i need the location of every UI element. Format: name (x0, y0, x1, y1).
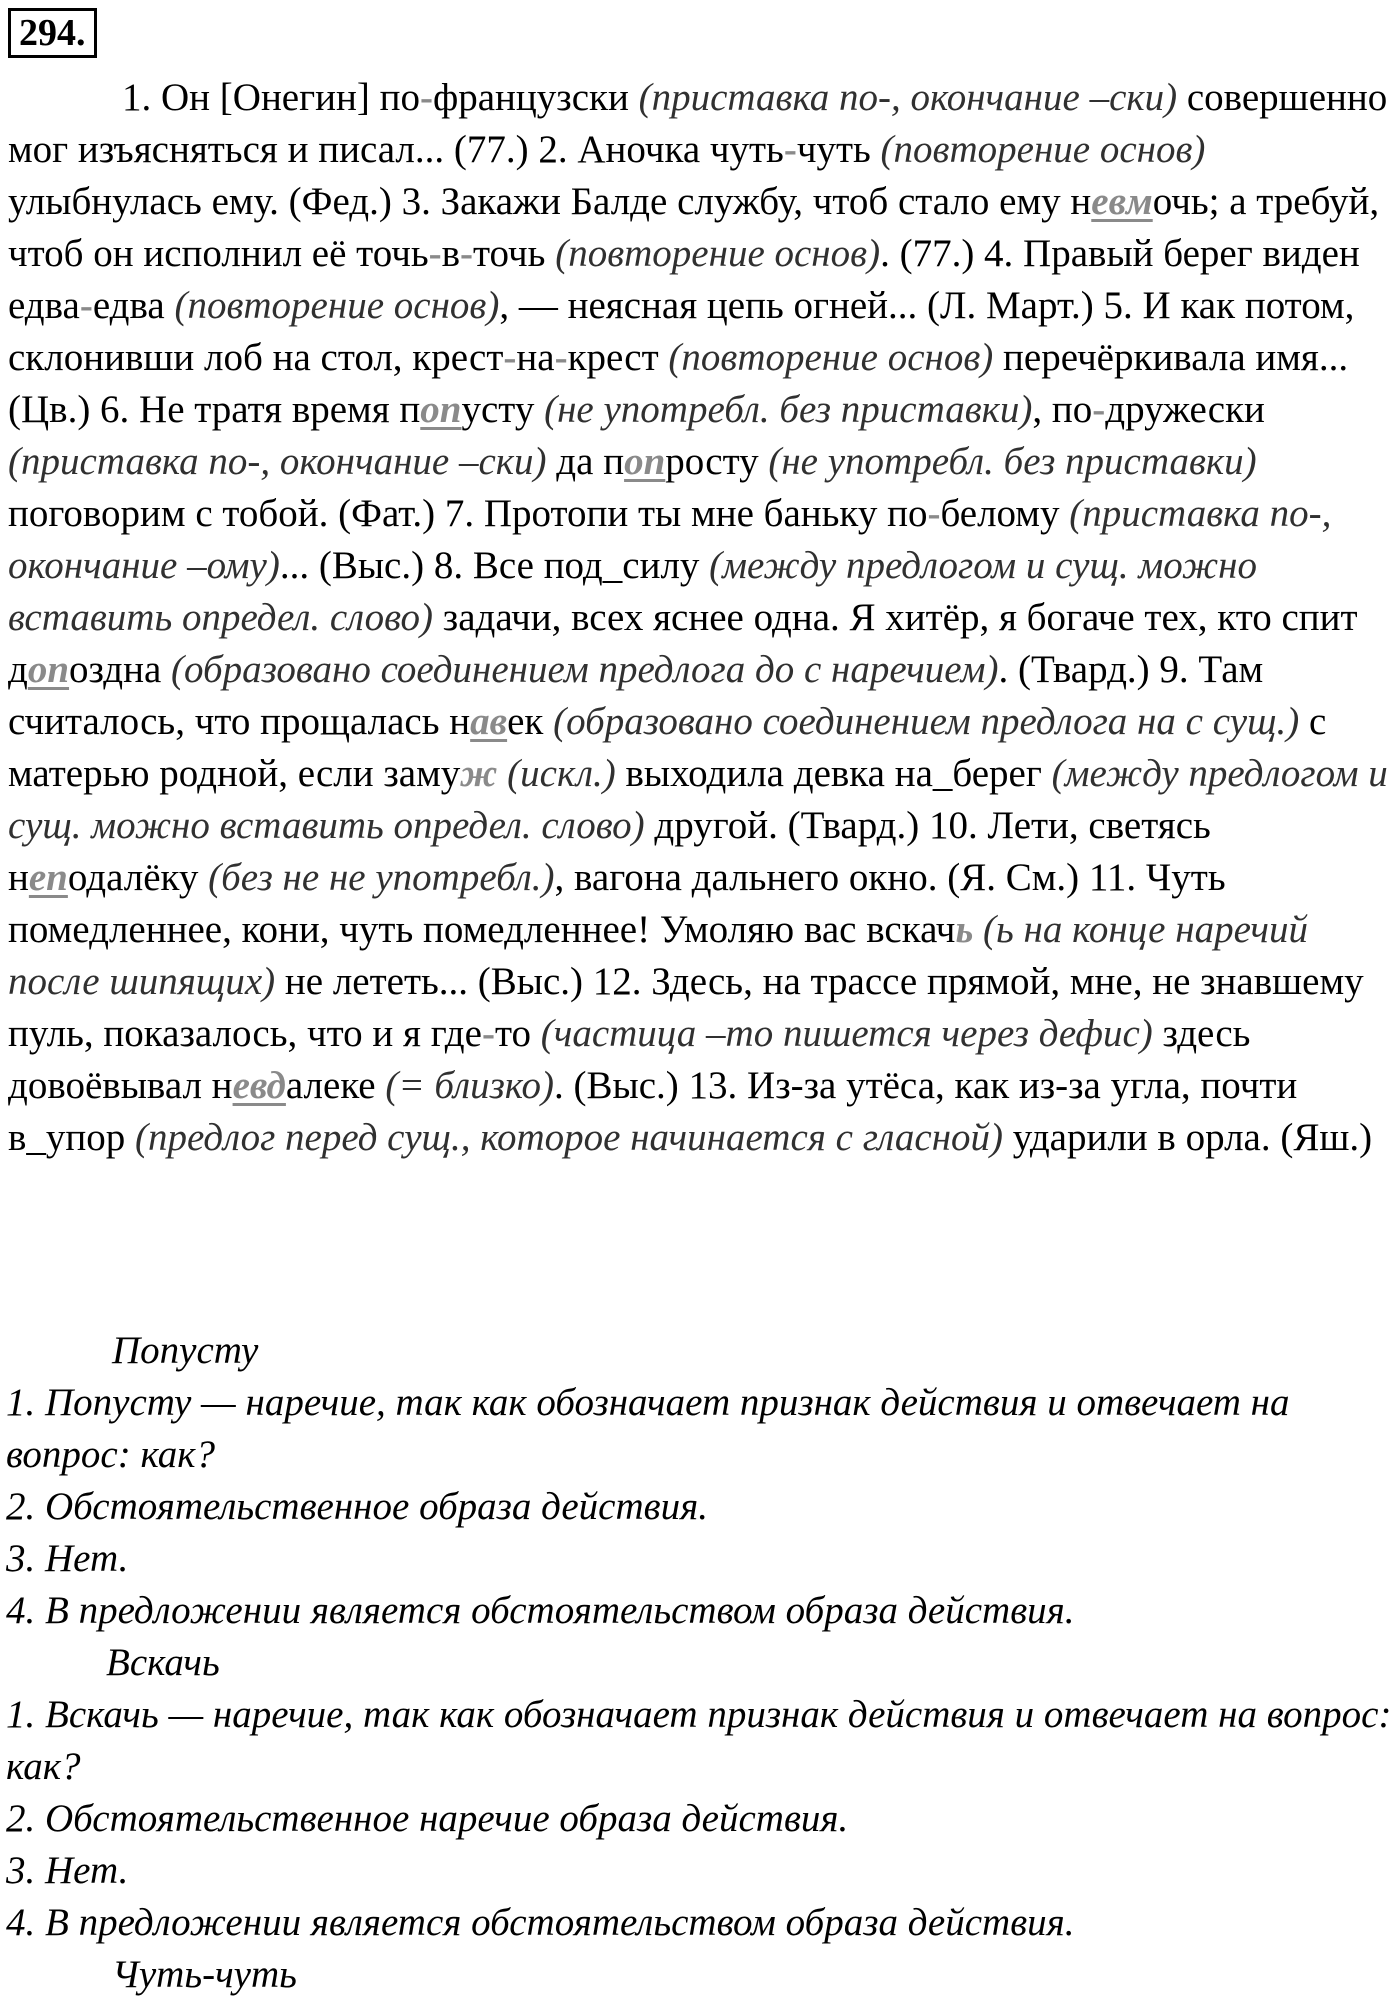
spelling-explanation: (= близко) (385, 1064, 555, 1107)
highlighted-hyphen: - (79, 284, 93, 327)
spelling-explanation: (без не не употребл.) (208, 856, 555, 899)
spelling-explanation: (между предлогом и сущ. можно вставить определ. слово) (8, 544, 1257, 639)
text-run: то (494, 1012, 541, 1055)
highlighted-letters: оп (624, 440, 666, 483)
highlighted-letters: еп (28, 856, 68, 899)
spelling-explanation: (приставка по-, окончание –ски) (8, 440, 547, 483)
text-run: алеке (285, 1064, 386, 1107)
exercise-text (8, 72, 1398, 1164)
text-run: едва (92, 284, 175, 327)
analysis-line: 3. Нет. (6, 1849, 129, 1892)
highlighted-hyphen: - (481, 1012, 495, 1055)
exercise-number: 294. (8, 8, 97, 58)
highlighted-hyphen: - (428, 232, 442, 275)
analysis-chut-chut (6, 1949, 1396, 2001)
text-run: улыбнулась ему. (Фед.) 3. Закажи Балде службу, чтоб стало ему н (8, 180, 1092, 223)
text-run: выходила девка на_берег (615, 752, 1052, 795)
text-run: белому (940, 492, 1070, 535)
spelling-explanation: (искл.) (507, 752, 616, 795)
text-run: не лететь... (Выс.) 12. Здесь, на трассе прямой, мне, не знавшему пуль, показалось, что и я где (8, 960, 1364, 1055)
text-run: оздна (69, 648, 172, 691)
text-run: ... (Выс.) 8. Все под_силу (279, 544, 710, 587)
text-run: усту (461, 388, 545, 431)
text-run: здесь довоёвывал н (8, 1012, 1251, 1107)
text-run: ек (507, 700, 554, 743)
analysis-line: 2. Обстоятельственное образа действия. (6, 1485, 708, 1528)
analysis-line: 3. Нет. (6, 1537, 129, 1580)
text-run: дружески (1105, 388, 1265, 431)
text-run: росту (665, 440, 769, 483)
text-run: , вагона дальнего окно. (Я. См.) 11. Чуть помедленнее, кони, чуть помедленнее! Умоляю вас вскач (8, 856, 1226, 951)
text-run: , по (1032, 388, 1093, 431)
highlighted-letters: ав (470, 700, 508, 743)
text-run: одалёку (67, 856, 209, 899)
highlighted-hyphen: - (927, 492, 941, 535)
highlighted-hyphen: - (503, 336, 517, 379)
spelling-explanation: (не употребл. без приставки) (544, 388, 1033, 431)
text-run: крест (567, 336, 669, 379)
analysis-vskach (6, 1637, 1396, 1949)
text-run: . (Выс.) 13. Из-за утёса, как из-за угла, почти в_упор (8, 1064, 1298, 1159)
text-run: французски (432, 76, 639, 119)
text-run: перечёркивала имя... (Цв.) 6. Не тратя время п (8, 336, 1349, 431)
text-run: на (516, 336, 555, 379)
spelling-explanation: (частица –то пишется через дефис) (540, 1012, 1153, 1055)
text-run: . (Твард.) 9. Там считалось, что прощалась н (8, 648, 1264, 743)
text-run: . (77.) 4. Правый берег виден едва (8, 232, 1360, 327)
highlighted-letter: ж (460, 752, 498, 795)
analysis-line: 1. Вскачь — наречие, так как обозначает признак действия и отвечает на вопрос: как? (6, 1693, 1392, 1788)
highlighted-hyphen: - (783, 128, 797, 171)
text-run: с матерью родной, если заму (8, 700, 1327, 795)
analysis-word-title: Чуть-чуть (112, 1953, 297, 1996)
text-run: , — неясная цепь огней... (Л. Март.) 5. И как потом, склонивши лоб на стол, крест (8, 284, 1355, 379)
highlighted-letter: ь (955, 908, 974, 951)
text-run (973, 908, 983, 951)
spelling-explanation: (повторение основ) (668, 336, 994, 379)
text-run: да п (546, 440, 625, 483)
text-run: другой. (Твард.) 10. Лети, светясь н (8, 804, 1211, 899)
text-run: очь; а требуй, чтоб он исполнил её точь (8, 180, 1380, 275)
analysis-line: 4. В предложении является обстоятельством образа действия. (6, 1589, 1075, 1632)
highlighted-hyphen: - (554, 336, 568, 379)
highlighted-hyphen: - (460, 232, 474, 275)
text-run: поговорим с тобой. (Фат.) 7. Протопи ты мне баньку по (8, 492, 928, 535)
text-run (497, 752, 507, 795)
highlighted-hyphen: - (1092, 388, 1106, 431)
analysis-line: 2. Обстоятельственное наречие образа действия. (6, 1797, 849, 1840)
analysis-word-title: Попусту (112, 1329, 259, 1372)
text-run: 1. Он [Онегин] по (122, 76, 420, 119)
spelling-explanation: (образовано соединением предлога на с сущ.) (553, 700, 1300, 743)
spelling-explanation: (приставка по-, окончание –ому) (8, 492, 1332, 587)
text-run: ударили в орла. (Яш.) (1003, 1116, 1373, 1159)
spelling-explanation: (повторение основ) (174, 284, 500, 327)
spelling-explanation: (между предлогом и сущ. можно вставить определ. слово) (8, 752, 1388, 847)
highlighted-letters: евд (232, 1064, 286, 1107)
spelling-explanation: (не употребл. без приставки) (768, 440, 1257, 483)
highlighted-letters: евм (1091, 180, 1153, 223)
spelling-explanation: (повторение основ) (555, 232, 881, 275)
spelling-explanation: (повторение основ) (880, 128, 1206, 171)
highlighted-letters: оп (420, 388, 462, 431)
analysis-line: 4. В предложении является обстоятельством образа действия. (6, 1901, 1075, 1944)
analysis-line: 1. Попусту — наречие, так как обозначает признак действия и отвечает на вопрос: как? (6, 1381, 1290, 1476)
analysis-word-title: Вскачь (106, 1641, 220, 1684)
analysis-popustu (6, 1325, 1396, 1637)
highlighted-hyphen: - (419, 76, 433, 119)
text-run: задачи, всех яснее одна. Я хитёр, я богаче тех, кто спит д (8, 596, 1358, 691)
spelling-explanation: (приставка по-, окончание –ски) (638, 76, 1178, 119)
text-run: в (441, 232, 461, 275)
highlighted-letters: оп (27, 648, 70, 691)
text-run: точь (473, 232, 556, 275)
text-run: чуть (796, 128, 881, 171)
text-run: совершенно мог изъясняться и писал... (77.) 2. Аночка чуть (8, 76, 1388, 171)
spelling-explanation: (предлог перед сущ., которое начинается с гласной) (135, 1116, 1004, 1159)
spelling-explanation: (образовано соединением предлога до с наречием) (171, 648, 999, 691)
spelling-explanation: (ь на конце наречий после шипящих) (8, 908, 1308, 1003)
